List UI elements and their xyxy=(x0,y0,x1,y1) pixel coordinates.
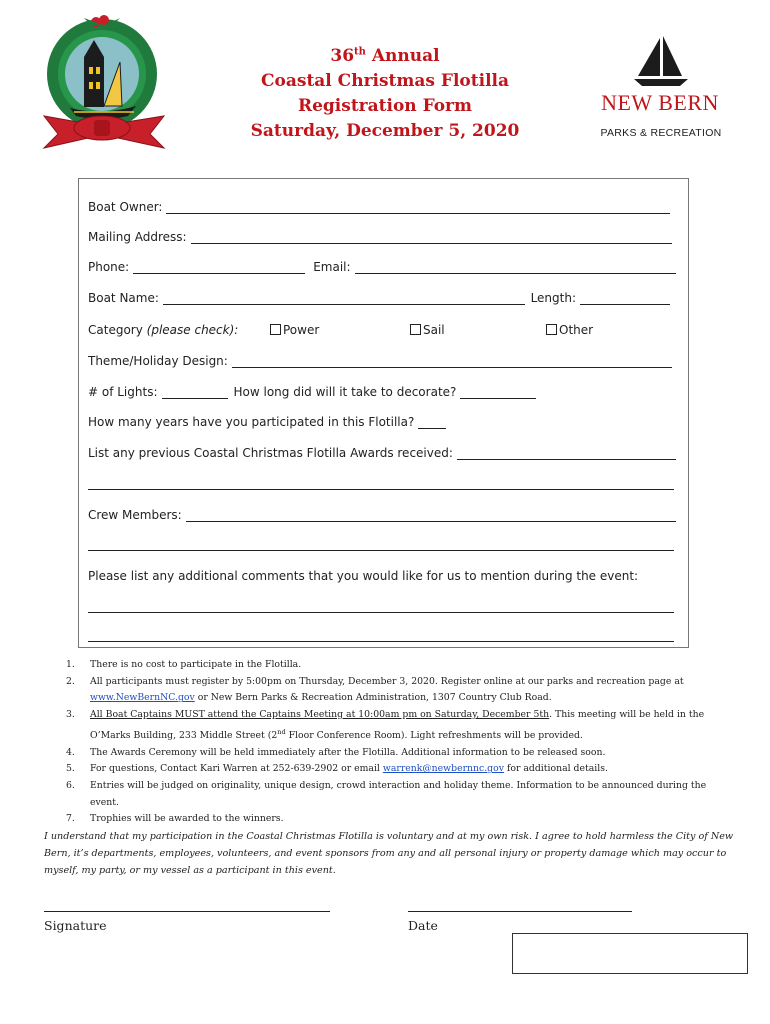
comments-label: Please list any additional comments that you would like for us to mention during the event: xyxy=(88,569,639,583)
brand-subtitle: PARKS & RECREATION xyxy=(600,127,722,139)
email-link[interactable]: warrenk@newbernnc.gov xyxy=(382,763,504,775)
email-field[interactable] xyxy=(355,260,676,274)
category-label: Category (please check): xyxy=(88,323,239,337)
mailing-address-label: Mailing Address: xyxy=(88,230,187,244)
theme-label: Theme/Holiday Design: xyxy=(88,354,228,368)
new-bern-logo xyxy=(596,36,726,146)
power-checkbox[interactable] xyxy=(270,324,281,335)
crew-field[interactable] xyxy=(186,508,676,522)
crew-row xyxy=(88,504,676,522)
rule-item: 5. For questions, Contact Kari Warren at 252-639-2902 or email warrenk@newbernnc.gov for additional details. xyxy=(66,763,608,775)
option-power[interactable]: Power xyxy=(270,323,406,337)
mailing-address-row xyxy=(88,226,676,244)
rule-item: 4. The Awards Ceremony will be held immediately after the Flotilla. Additional information to be released soon. xyxy=(66,746,606,758)
flotilla-wreath-logo xyxy=(40,12,170,154)
comments-line-1[interactable] xyxy=(88,612,674,613)
phone-field[interactable] xyxy=(133,260,305,274)
theme-row xyxy=(88,350,676,368)
decorate-label: How long did will it take to decorate? xyxy=(233,385,457,399)
years-label: How many years have you participated in this Flotilla? xyxy=(88,415,415,429)
title-line-1: 36th Annual xyxy=(330,46,440,66)
form-title xyxy=(220,44,550,144)
option-sail[interactable]: Sail xyxy=(410,323,542,337)
title-line-4: Saturday, December 5, 2020 xyxy=(250,121,520,141)
awards-field[interactable] xyxy=(457,446,676,460)
registration-form xyxy=(78,178,689,648)
comments-row xyxy=(88,565,676,583)
rules-list xyxy=(60,657,728,828)
comments-line-2[interactable] xyxy=(88,641,674,642)
crew-extra-line[interactable] xyxy=(88,550,674,551)
boat-name-row xyxy=(88,287,676,305)
liability-waiver: I understand that my participation in the Coastal Christmas Flotilla is voluntary and at my own risk. I agree to hold harmless the City of New Bern, it’s departments, employees, volunteers, and event sponsors from any and all personal injury or property damage which may occur to myself, my party, or my vessel as a participant in this event. xyxy=(44,831,734,876)
boat-owner-label: Boat Owner: xyxy=(88,200,163,214)
rule-item: 3. All Boat Captains MUST attend the Captains Meeting at 10:00am pm on Saturday, December 5th. This meeting will be held in the O’Marks Building, 233 Middle Street (2nd Floor Conference Room). Light refreshments will be provided. xyxy=(66,709,705,741)
length-field[interactable] xyxy=(580,291,670,305)
boat-owner-field[interactable] xyxy=(166,200,670,214)
category-row xyxy=(88,319,676,337)
years-row xyxy=(88,411,676,429)
sail-checkbox[interactable] xyxy=(410,324,421,335)
boat-owner-row xyxy=(88,196,676,214)
years-field[interactable] xyxy=(418,415,446,429)
crew-label: Crew Members: xyxy=(88,508,182,522)
email-label: Email: xyxy=(313,260,351,274)
awards-extra-line[interactable] xyxy=(88,489,674,490)
title-line-2: Coastal Christmas Flotilla xyxy=(260,71,510,91)
rule-item: 6. Entries will be judged on originality, unique design, crowd interaction and holiday theme. Information to be announced during the event. xyxy=(66,780,707,808)
boat-name-label: Boat Name: xyxy=(88,291,159,305)
awards-row xyxy=(88,442,676,460)
phone-label: Phone: xyxy=(88,260,130,274)
brand-name: NEW BERN xyxy=(601,90,719,115)
option-other[interactable]: Other xyxy=(546,323,593,337)
lights-label: # of Lights: xyxy=(88,385,158,399)
other-checkbox[interactable] xyxy=(546,324,557,335)
date-line[interactable] xyxy=(408,911,632,912)
decorate-field[interactable] xyxy=(460,385,536,399)
title-line-3: Registration Form xyxy=(297,96,473,116)
signature-line[interactable] xyxy=(44,911,330,912)
mailing-address-field[interactable] xyxy=(191,230,672,244)
rule-item: 1. There is no cost to participate in the Flotilla. xyxy=(66,659,302,670)
rule-item: 2. All participants must register by 5:00pm on Thursday, December 3, 2020. Register online at our parks and recreation page at www.NewBernNC.gov or New Bern Parks & Recreation Administration, 1307 Country Club Road. xyxy=(66,675,684,704)
website-link[interactable]: www.NewBernNC.gov xyxy=(90,692,195,704)
signature-label: Signature xyxy=(44,918,107,933)
lights-field[interactable] xyxy=(162,385,228,399)
date-label: Date xyxy=(408,918,438,933)
sailboat-icon xyxy=(632,36,692,90)
lights-row xyxy=(88,381,676,399)
office-use-box xyxy=(512,933,748,974)
phone-email-row xyxy=(88,256,676,274)
theme-field[interactable] xyxy=(232,354,672,368)
length-label: Length: xyxy=(530,291,576,305)
rule-item: 7. Trophies will be awarded to the winners. xyxy=(66,813,284,825)
awards-label: List any previous Coastal Christmas Flotilla Awards received: xyxy=(88,446,453,460)
boat-name-field[interactable] xyxy=(163,291,525,305)
